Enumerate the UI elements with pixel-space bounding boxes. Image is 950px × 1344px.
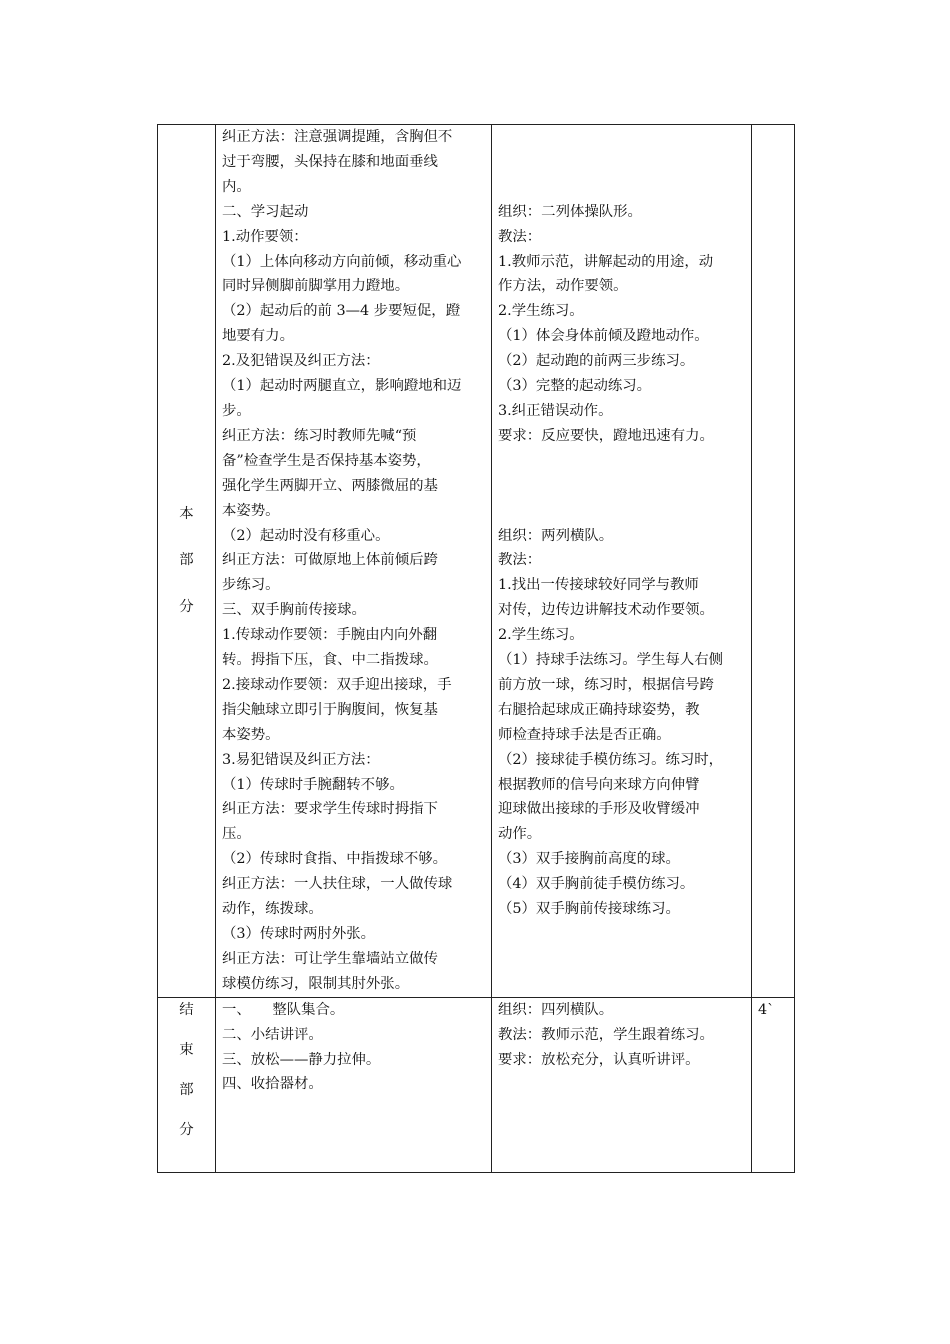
content-line: 动作，练拨球。 — [222, 901, 323, 918]
organization-line — [498, 474, 745, 499]
content-line: （1）上体向移动方向前倾，移动重心 — [222, 253, 462, 270]
organization-line: 3.纠正错误动作。 — [498, 402, 613, 419]
content-line: （2）传球时食指、中指拨球不够。 — [222, 851, 448, 868]
section-label-char: 部 — [179, 1081, 194, 1098]
content-line: 同时异侧脚前脚掌用力蹬地。 — [222, 278, 410, 295]
content-line: （1）传球时手腕翻转不够。 — [222, 776, 404, 793]
content-line: 三、放松——静力拉伸。 — [222, 1051, 381, 1068]
organization-line: （1）持球手法练习。学生每人右侧 — [498, 652, 724, 669]
section-label-char: 束 — [179, 1041, 194, 1058]
end-section-label — [158, 997, 216, 1172]
organization-line: 2.学生练习。 — [498, 303, 584, 320]
content-line: 步练习。 — [222, 577, 280, 594]
organization-line — [498, 175, 745, 200]
end-section-row — [158, 997, 795, 1172]
content-line: 纠正方法：要求学生传球时拇指下 — [222, 801, 438, 818]
content-line: 步。 — [222, 402, 251, 419]
organization-line: 2.学生练习。 — [498, 627, 584, 644]
main-content-cell — [216, 125, 492, 998]
organization-line: 对传，边传边讲解技术动作要领。 — [498, 602, 714, 619]
section-label-char: 本 — [179, 505, 194, 522]
content-line: 备”检查学生是否保持基本姿势， — [222, 452, 431, 469]
main-time-cell — [752, 125, 795, 998]
organization-line: 教法： — [498, 552, 542, 569]
organization-line: 要求：反应要快，蹬地迅速有力。 — [498, 427, 714, 444]
content-line: 本姿势。 — [222, 502, 280, 519]
content-line: 二、小结讲评。 — [222, 1026, 323, 1043]
main-organization-cell — [492, 125, 752, 998]
end-time-cell: 4` — [752, 997, 795, 1172]
organization-line: 组织：二列体操队形。 — [498, 203, 642, 220]
organization-line: 作方法，动作要领。 — [498, 278, 628, 295]
organization-line — [498, 499, 745, 524]
content-line: 一、 整队集合。 — [222, 1001, 345, 1018]
organization-line: 教法：教师示范，学生跟着练习。 — [498, 1026, 714, 1043]
lesson-plan-table — [157, 124, 795, 1173]
organization-line: 1.找出一传接球较好同学与教师 — [498, 577, 699, 594]
organization-line: 组织：四列横队。 — [498, 1001, 614, 1018]
section-label-char: 部 — [179, 552, 194, 569]
content-line: 三、双手胸前传接球。 — [222, 602, 366, 619]
content-line: 纠正方法：可让学生靠墙站立做传 — [222, 950, 438, 967]
organization-line: 师检查持球手法是否正确。 — [498, 726, 671, 743]
content-line: 内。 — [222, 178, 251, 195]
content-line: 纠正方法：一人扶住球，一人做传球 — [222, 876, 453, 893]
organization-line: 教法： — [498, 228, 542, 245]
end-organization-cell — [492, 997, 752, 1172]
organization-line: （3）完整的起动练习。 — [498, 378, 652, 395]
section-label-char: 分 — [179, 599, 194, 616]
main-section-label — [158, 125, 216, 998]
main-section-row — [158, 125, 795, 998]
organization-line: （2）接球徒手模仿练习。练习时， — [498, 751, 724, 768]
organization-line: （4）双手胸前徒手模仿练习。 — [498, 876, 695, 893]
content-line: （1）起动时两腿直立，影响蹬地和迈 — [222, 378, 462, 395]
end-content-cell — [216, 997, 492, 1172]
section-label-char: 分 — [179, 1121, 194, 1138]
content-line: 纠正方法：注意强调提踵，含胸但不 — [222, 129, 453, 145]
content-line: 纠正方法：练习时教师先喊“预 — [222, 427, 417, 444]
organization-line: （3）双手接胸前高度的球。 — [498, 851, 680, 868]
content-line: 2.及犯错误及纠正方法： — [222, 353, 380, 370]
content-line: 1.传球动作要领：手腕由内向外翻 — [222, 627, 438, 644]
organization-line: 迎球做出接球的手形及收臂缓冲 — [498, 801, 700, 818]
organization-line — [498, 150, 745, 175]
content-line: 球模仿练习，限制其肘外张。 — [222, 975, 410, 992]
content-line: 纠正方法：可做原地上体前倾后跨 — [222, 552, 438, 569]
content-line: （2）起动时没有移重心。 — [222, 527, 390, 544]
content-line: 压。 — [222, 826, 251, 843]
content-line: 二、学习起动 — [222, 203, 309, 220]
content-line: 强化学生两脚开立、两膝微屈的基 — [222, 477, 438, 494]
content-line: 本姿势。 — [222, 726, 280, 743]
organization-line: （5）双手胸前传接球练习。 — [498, 901, 680, 918]
content-line: 3.易犯错误及纠正方法： — [222, 751, 380, 768]
content-line: （3）传球时两肘外张。 — [222, 926, 376, 942]
content-line: 指尖触球立即引于胸腹间，恢复基 — [222, 701, 438, 718]
organization-line: 右腿拾起球成正确持球姿势，教 — [498, 701, 700, 718]
content-line: 1.动作要领： — [222, 228, 308, 245]
content-line: 四、收拾器材。 — [222, 1076, 323, 1093]
organization-line: 根据教师的信号向来球方向伸臂 — [498, 776, 700, 793]
content-line: （2）起动后的前 3—4 步要短促，蹬 — [222, 303, 461, 320]
organization-line — [498, 125, 745, 150]
content-line: 过于弯腰，头保持在膝和地面垂线 — [222, 153, 438, 170]
organization-line — [498, 449, 745, 474]
organization-line: 动作。 — [498, 826, 542, 843]
organization-line: （1）体会身体前倾及蹬地动作。 — [498, 328, 709, 345]
section-label-char: 结 — [179, 1001, 194, 1018]
content-line: 转。拇指下压，食、中二指拨球。 — [222, 652, 438, 669]
organization-line: （2）起动跑的前两三步练习。 — [498, 353, 695, 370]
content-line: 2.接球动作要领：双手迎出接球，手 — [222, 676, 452, 693]
organization-line: 1.教师示范，讲解起动的用途，动 — [498, 253, 714, 270]
organization-line: 要求：放松充分，认真听讲评。 — [498, 1051, 700, 1068]
organization-line: 前方放一球，练习时，根据信号跨 — [498, 676, 714, 693]
content-line: 地要有力。 — [222, 328, 294, 345]
organization-line: 组织：两列横队。 — [498, 527, 614, 544]
